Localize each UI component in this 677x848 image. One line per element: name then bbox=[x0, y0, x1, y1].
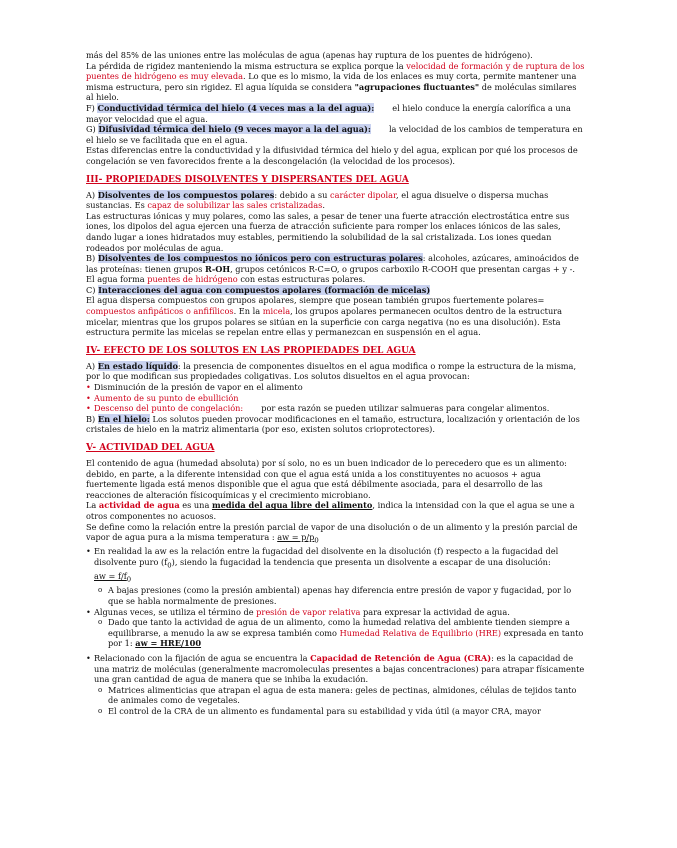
list-item: • Relacionado con la fijación de agua se encuentra la Capacidad de Retención de Agua (CRA): es la capacidad de una matriz de moléculas (generalmente macromoleculas presentes a bajas concentraciones) para atrapar físicamente una gran cantidad de agua de manera que se inhiba la exudación. bbox=[86, 653, 585, 685]
item-c: C) Interacciones del agua con compuestos apolares (formación de micelas) bbox=[86, 284, 431, 295]
item-iv-b: B) En el hielo: Los solutos pueden provocar modificaciones en el tamaño, estructura, localización y orientación de los cristales de hielo en la matriz alimentaria (por eso, existen solutos crioprotectores). bbox=[86, 413, 580, 435]
formula: aw = $f/f_0$ bbox=[94, 571, 132, 584]
paragraph: La actividad de agua es una medida del agua libre del alimento, indica la intensidad con la que el agua se une a otros componentes no acuosos. bbox=[86, 500, 575, 521]
paragraph: El agua dispersa compuestos con grupos apolares, siempre que posean también grupos fuertemente polares= compuestos anfipáticos o anfifílicos. En la micela, los grupos apolares permanecen ocultos dentro de la estructura micelar, mientras que los grupos polares se sitúan en la superficie con carga negativa (no es una disolución). Esta estructura permite las micelas se repelan entre ellas y permanezcan en suspensión en el agua. bbox=[86, 295, 563, 338]
list-item: • Algunas veces, se utiliza el término de presión de vapor relativa para expresar la actividad de agua. bbox=[86, 607, 585, 618]
sub-list-item: o A bajas presiones (como la presión ambiental) apenas hay diferencia entre presión de vapor y fugacidad, por lo que se habla normalmente de presiones. bbox=[86, 585, 585, 606]
paragraph: La pérdida de rigidez manteniendo la misma estructura se explica porque la velocidad de formación y de ruptura de los puentes de hidrógeno es muy elevada. Lo que es lo mismo, la vida de los enlaces es muy corta, permite mantener una misma estructura, pero sin rigidez. El agua líquida se considera "agrupaciones fluctuantes" de moléculas similares al hielo. bbox=[86, 60, 585, 103]
paragraph: El contenido de agua (humedad absoluta) por sí solo, no es un buen indicador de lo perecedero que es un alimento: debido, en parte, a la diferente intensidad con que el agua está unida a los constituyentes no acuosos + agua fuertemente ligada está menos disponible que el agua que está débilmente asociada, para el desarrollo de las reacciones de alteración físicoquímicas y el crecimiento microbiano. bbox=[86, 458, 567, 500]
list-item: • Descenso del punto de congelación: por esta razón se pueden utilizar salmueras para congelar alimentos. bbox=[86, 403, 585, 414]
paragraph: Se define como la relación entre la presión parcial de vapor de una disolución o de un alimento y la presión parcial de vapor de agua pura a la misma temperatura : aw = $p/p_0$ bbox=[86, 521, 578, 545]
sub-list-item: o Matrices alimenticias que atrapan el agua de esta manera: geles de pectinas, almidones, células de tejidos tanto de animales como de vegetales. bbox=[86, 685, 585, 706]
paragraph: Las estructuras iónicas y muy polares, como las sales, a pesar de tener una fuerte atracción electrostática entre sus iones, los dipolos del agua ejercen una fuerza de atracción suficiente para romper los enlaces iónicos de las sales, dando lugar a iones hidratados muy estables, permitiendo la solubilidad de la sal cristalizada. Los iones quedan rodeados por moléculas de agua. bbox=[86, 210, 570, 253]
item-iv-a: A) En estado líquido: la presencia de componentes disueltos en el agua modifica o rompe la estructura de la misma, por lo que modifican sus propiedades coligativas. Los solutos disueltos en el agua provocan: bbox=[86, 360, 577, 382]
list-item: • Disminución de la presión de vapor en el alimento bbox=[86, 382, 585, 393]
paragraph: Estas diferencias entre la conductividad y la difusividad térmica del hielo y del agua, explican por qué los procesos de congelación se ven favorecidos frente a la descongelación (la velocidad de los procesos). bbox=[86, 145, 578, 166]
highlight-red: velocidad de formación y de ruptura de los puentes de hidrógeno es muy elevada bbox=[86, 60, 585, 82]
section-heading-v: V- ACTIVIDAD DEL AGUA bbox=[86, 443, 215, 453]
item-title: Difusividad térmica del hielo (9 veces mayor a la del agua): bbox=[98, 124, 371, 135]
item-title: Conductividad térmica del hielo (4 veces mas a la del agua): bbox=[97, 102, 375, 113]
paragraph: más del 85% de las uniones entre las moléculas de agua (apenas hay ruptura de los puentes de hidrógeno). bbox=[86, 50, 533, 60]
item-a: A) Disolventes de los compuestos polares: debido a su carácter dipolar, el agua disuelve o dispersa muchas sustancias. Es capaz de solubilizar las sales cristalizadas. bbox=[86, 189, 549, 211]
section-heading-iii: III- PROPIEDADES DISOLVENTES Y DISPERSANTES DEL AGUA bbox=[86, 174, 409, 185]
list-item: • Aumento de su punto de ebullición bbox=[86, 393, 585, 404]
sub-list-item: o El control de la CRA de un alimento es fundamental para su estabilidad y vida útil (a mayor CRA, mayor bbox=[86, 706, 585, 717]
section-heading-iv: IV- EFECTO DE LOS SOLUTOS EN LAS PROPIEDADES DEL AGUA bbox=[86, 345, 416, 356]
item-b: B) Disolventes de los compuestos no iónicos pero con estructuras polares: alcoholes, azúcares, aminoácidos de las proteínas: tienen grupos R-OH, grupos cetónicos R-C=O, o grupos carboxilo R-COOH que presentan cargas + y -. El agua forma puentes de hidrógeno con estas estructuras polares. bbox=[86, 253, 579, 285]
item-f: F) Conductividad térmica del hielo (4 veces mas a la del agua): el hielo conduce la energía calorífica a una mayor velocidad que el agua. bbox=[86, 102, 571, 124]
sub-list-item: o Dado que tanto la actividad de agua de un alimento, como la humedad relativa del ambiente tienden siempre a equilibrarse, a menudo la aw se expresa también como Humedad Relativa de Equilibrio (HRE) expresada en tanto por 1: aw = HRE/100 bbox=[86, 617, 585, 649]
item-g: G) Difusividad térmica del hielo (9 veces mayor a la del agua): la velocidad de los cambios de temperatura en el hielo se ve facilitada que en el agua. bbox=[86, 124, 583, 145]
list-item: • En realidad la aw es la relación entre la fugacidad del disolvente en la disolución (f) respecto a la fugacidad del disolvente puro $(f_0)$, siendo la fugacidad la tendencia que presenta un disolvente a escapar de una disolución: bbox=[86, 546, 585, 571]
